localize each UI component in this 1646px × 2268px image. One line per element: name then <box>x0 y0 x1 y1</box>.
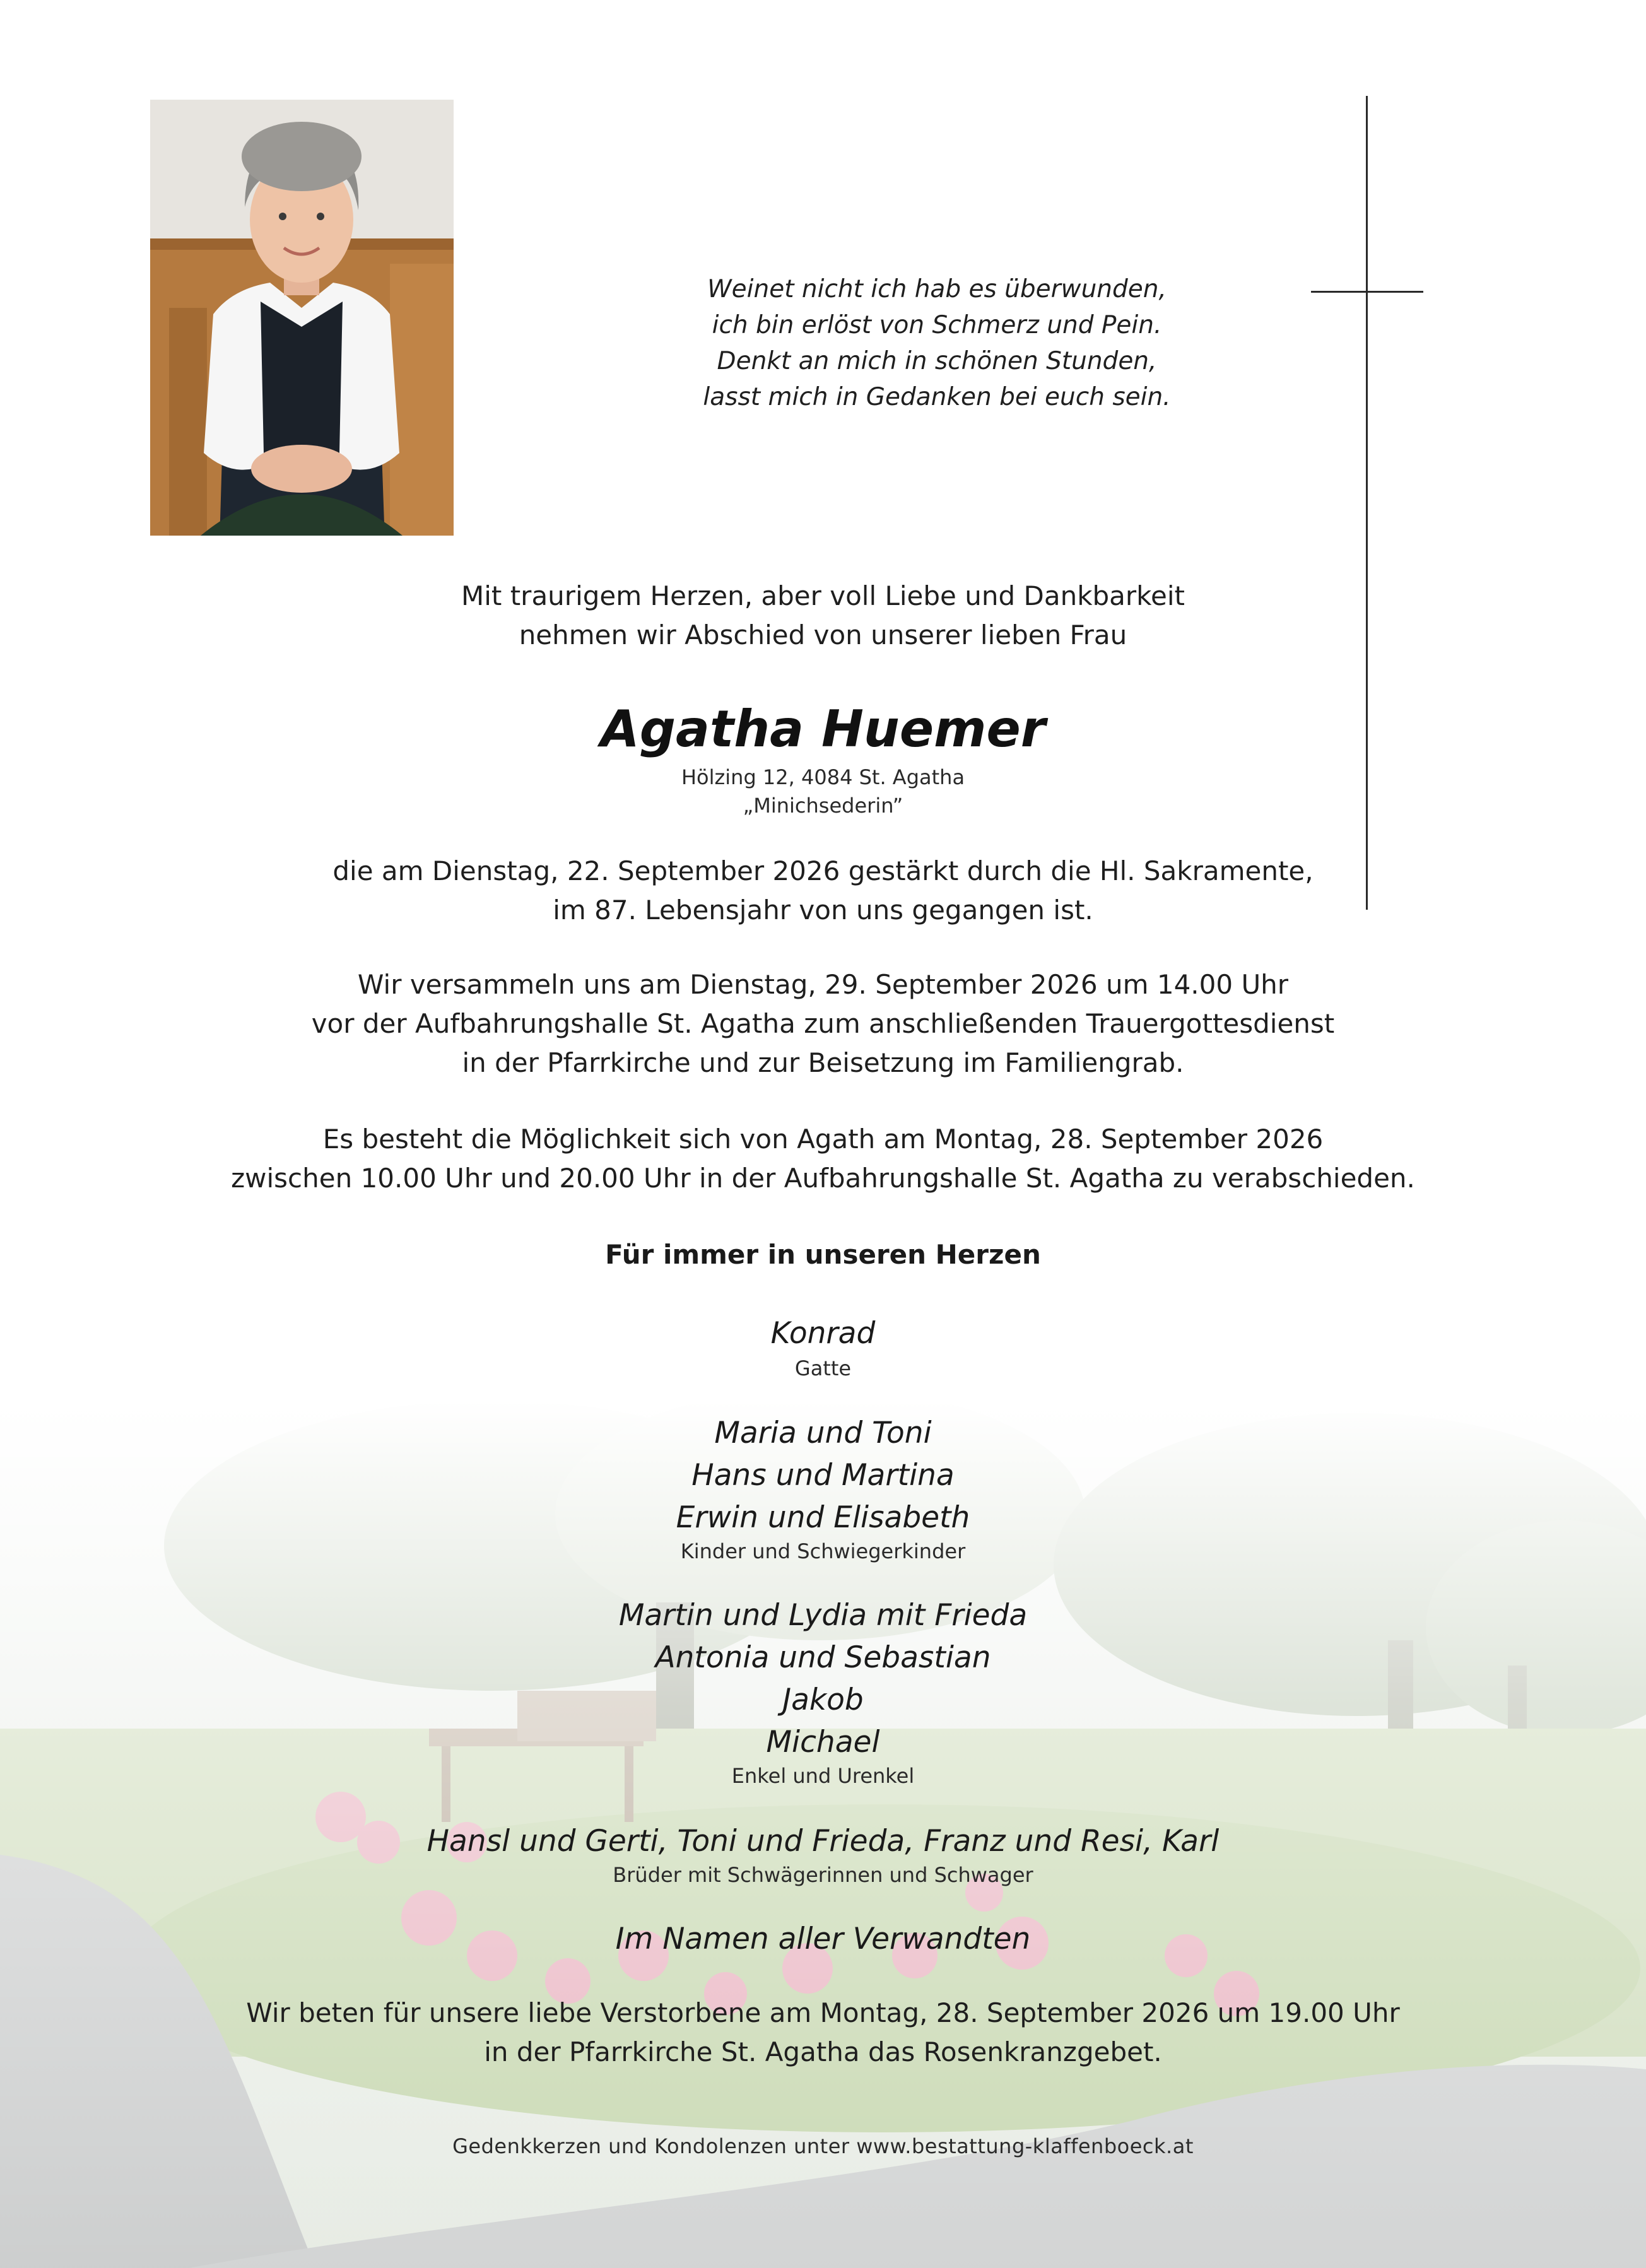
poem-line: lasst mich in Gedanken bei euch sein. <box>703 383 1171 411</box>
viewing-line: Es besteht die Möglichkeit sich von Agath am Montag, 28. September 2026 <box>322 1124 1324 1155</box>
deceased-nickname: „Minichsederin” <box>743 794 903 818</box>
rosary-line: in der Pfarrkirche St. Agatha das Rosenkranzgebet. <box>484 2036 1162 2067</box>
children-role: Kinder und Schwiegerkinder <box>680 1539 966 1563</box>
gathering-text <box>0 965 1646 1083</box>
poem-line: Denkt an mich in schönen Stunden, <box>717 347 1157 375</box>
rosary-text <box>0 1994 1646 2072</box>
spouse-name: Konrad <box>770 1316 876 1351</box>
gathering-line: Wir versammeln uns am Dienstag, 29. September 2026 um 14.00 Uhr <box>357 969 1289 1000</box>
grandchildren-name: Michael <box>766 1725 880 1760</box>
grandchildren-names <box>0 1594 1646 1763</box>
siblings-role: Brüder mit Schwägerinnen und Schwager <box>613 1863 1033 1887</box>
grandchildren-role: Enkel und Urenkel <box>731 1764 915 1788</box>
cross-icon-bar <box>1311 291 1423 293</box>
footer-condolences: Gedenkkerzen und Kondolenzen unter www.bestattung-klaffenboeck.at <box>452 2134 1194 2158</box>
intro-line: Mit traurigem Herzen, aber voll Liebe und Dankbarkeit <box>461 580 1185 611</box>
viewing-text <box>0 1120 1646 1198</box>
viewing-line: zwischen 10.00 Uhr und 20.00 Uhr in der Aufbahrungshalle St. Agatha zu verabschieden. <box>231 1163 1415 1194</box>
rosary-line: Wir beten für unsere liebe Verstorbene am Montag, 28. September 2026 um 19.00 Uhr <box>246 1997 1400 2028</box>
intro-line: nehmen wir Abschied von unserer lieben Frau <box>519 620 1127 650</box>
siblings-names: Hansl und Gerti, Toni und Frieda, Franz und Resi, Karl <box>426 1824 1220 1859</box>
spouse-role: Gatte <box>794 1356 852 1380</box>
passing-line: die am Dienstag, 22. September 2026 gestärkt durch die Hl. Sakramente, <box>332 855 1314 886</box>
children-name: Hans und Martina <box>691 1458 955 1493</box>
poem <box>650 271 1224 415</box>
poem-line: ich bin erlöst von Schmerz und Pein. <box>712 311 1162 339</box>
poem-line: Weinet nicht ich hab es überwunden, <box>707 275 1167 303</box>
children-name: Maria und Toni <box>714 1416 932 1450</box>
portrait-photo <box>150 100 454 536</box>
children-name: Erwin und Elisabeth <box>676 1500 970 1535</box>
passing-line: im 87. Lebensjahr von uns gegangen ist. <box>553 895 1093 925</box>
grandchildren-name: Martin und Lydia mit Frieda <box>618 1598 1028 1633</box>
deceased-address: Hölzing 12, 4084 St. Agatha <box>681 765 965 789</box>
motto: Für immer in unseren Herzen <box>605 1239 1041 1270</box>
relatives: Im Namen aller Verwandten <box>615 1922 1031 1956</box>
gathering-line: vor der Aufbahrungshalle St. Agatha zum anschließenden Trauergottesdienst <box>311 1008 1335 1039</box>
gathering-line: in der Pfarrkirche und zur Beisetzung im Familiengrab. <box>462 1047 1184 1078</box>
deceased-name: Agatha Huemer <box>600 700 1046 758</box>
grandchildren-name: Jakob <box>782 1683 864 1717</box>
children-names <box>0 1412 1646 1539</box>
intro <box>0 577 1646 655</box>
passing-text <box>0 852 1646 930</box>
grandchildren-name: Antonia und Sebastian <box>655 1640 991 1675</box>
